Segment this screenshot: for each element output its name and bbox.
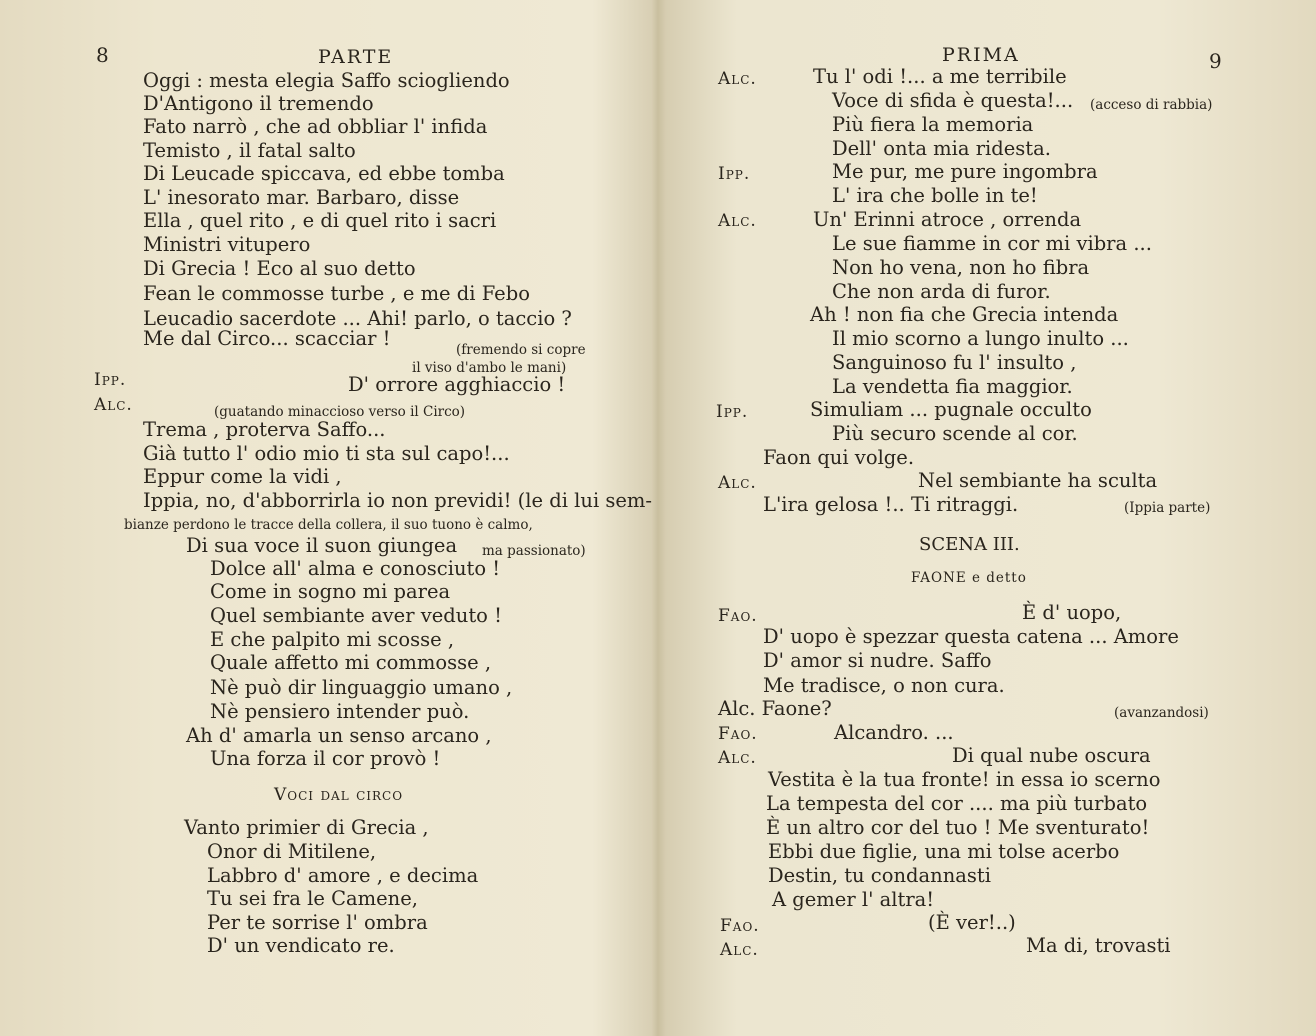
verse-line: Faon qui volge. (763, 446, 915, 469)
verse-line: Me pur, me pure ingombra (832, 160, 1098, 183)
verse-line: Me dal Circo... scacciar ! (143, 327, 391, 350)
scene-characters: FAONE e detto (911, 570, 1027, 586)
speaker-label: Fao. (720, 916, 760, 936)
stage-direction: (fremendo si copre (456, 342, 586, 358)
verse-line: Di Grecia ! Eco al suo detto (143, 257, 416, 280)
verse-line: È un altro cor del tuo ! Me sventurato! (766, 816, 1150, 839)
speaker-label: Alc. (94, 395, 133, 415)
verse-line: D'Antigono il tremendo (143, 92, 374, 115)
verse-line: Ma di, trovasti (1026, 934, 1171, 957)
stage-direction: (Ippia parte) (1124, 500, 1211, 516)
running-head: PARTE (318, 46, 394, 68)
verse-line: Nè può dir linguaggio umano , (210, 676, 513, 699)
verse-line: D' uopo è spezzar questa catena ... Amore (763, 625, 1179, 648)
speaker-label: Ipp. (94, 370, 127, 390)
speaker-label: Alc. (718, 748, 757, 768)
verse-line: La vendetta fia maggior. (832, 375, 1073, 398)
stage-direction: ma passionato) (482, 543, 586, 559)
verse-line: Un' Erinni atroce , orrenda (813, 208, 1082, 231)
verse-line: Per te sorrise l' ombra (207, 911, 428, 934)
verse-line: L' ira che bolle in te! (832, 184, 1038, 207)
verse-line: Sanguinoso fu l' insulto , (832, 351, 1077, 374)
verse-line: Temisto , il fatal salto (143, 139, 356, 162)
running-head: PRIMA (942, 44, 1020, 66)
verse-line: A gemer l' altra! (772, 888, 935, 911)
verse-line: Alcandro. ... (834, 721, 954, 744)
stage-direction: bianze perdono le tracce della collera, il suo tuono è calmo, (124, 517, 533, 533)
stage-direction: (avanzandosi) (1114, 705, 1209, 721)
stage-direction: il viso d'ambo le mani) (412, 360, 567, 376)
verse-line: Trema , proterva Saffo... (143, 418, 386, 441)
verse-line: Di qual nube oscura (952, 744, 1151, 767)
verse-line: Ippia, no, d'abborrirla io non previdi! (le di lui sem- (143, 489, 652, 512)
verse-line: Simuliam ... pugnale occulto (810, 398, 1092, 421)
verse-line: D' amor si nudre. Saffo (763, 649, 992, 672)
verse-line: Fean le commosse turbe , e me di Febo (143, 282, 530, 305)
verse-line: Leucadio sacerdote ... Ahi! parlo, o taccio ? (143, 307, 572, 330)
speaker-label: Fao. (718, 724, 758, 744)
verse-line: Più fiera la memoria (832, 113, 1034, 136)
verse-line: Oggi : mesta elegia Saffo sciogliendo (143, 69, 510, 92)
verse-line: Me tradisce, o non cura. (763, 674, 1005, 697)
verse-line: D' orrore agghiaccio ! (348, 373, 566, 396)
verse-line: Non ho vena, non ho fibra (832, 256, 1090, 279)
verse-line: (È ver!..) (928, 911, 1016, 934)
page-number: 9 (1209, 49, 1222, 73)
verse-line: Onor di Mitilene, (207, 840, 377, 863)
verse-line: Ministri vitupero (143, 233, 311, 256)
verse-line: Nè pensiero intender può. (210, 700, 470, 723)
verse-line: Le sue fiamme in cor mi vibra ... (832, 232, 1152, 255)
stage-direction: (guatando minaccioso verso il Circo) (214, 404, 466, 420)
verse-line: Vanto primier di Grecia , (184, 816, 429, 839)
verse-line: Alc. Faone? (718, 697, 832, 720)
chorus-heading: Voci dal circo (274, 785, 404, 805)
speaker-label: Alc. (718, 211, 757, 231)
verse-line: Quale affetto mi commosse , (210, 651, 492, 674)
verse-line: L'ira gelosa !.. Ti ritraggi. (763, 493, 1019, 516)
stage-direction: (acceso di rabbia) (1090, 97, 1213, 113)
speaker-label: Ipp. (716, 402, 749, 422)
verse-line: Nel sembiante ha sculta (918, 469, 1158, 492)
speaker-label: Alc. (718, 473, 757, 493)
left-page (0, 0, 655, 1036)
verse-line: È d' uopo, (1022, 601, 1122, 624)
verse-line: Destin, tu condannasti (768, 864, 991, 887)
speaker-label: Ipp. (718, 164, 751, 184)
verse-line: Labbro d' amore , e decima (207, 864, 479, 887)
verse-line: La tempesta del cor .... ma più turbato (766, 792, 1148, 815)
verse-line: Il mio scorno a lungo inulto ... (832, 327, 1129, 350)
verse-line: Ebbi due figlie, una mi tolse acerbo (768, 840, 1120, 863)
speaker-label: Fao. (718, 606, 758, 626)
verse-line: Ella , quel rito , e di quel rito i sacri (143, 209, 497, 232)
verse-line: Tu sei fra le Camene, (207, 887, 418, 910)
verse-line: Tu l' odi !... a me terribile (813, 65, 1067, 88)
verse-line: Più securo scende al cor. (832, 422, 1078, 445)
speaker-label: Alc. (718, 69, 757, 89)
verse-line: Di sua voce il suon giungea (186, 534, 458, 557)
verse-line: Che non arda di furor. (832, 280, 1051, 303)
page-number: 8 (96, 43, 109, 67)
right-page (658, 0, 1316, 1036)
verse-line: Una forza il cor provò ! (210, 747, 441, 770)
verse-line: E che palpito mi scosse , (210, 628, 455, 651)
verse-line: Dolce all' alma e conosciuto ! (210, 557, 501, 580)
verse-line: Come in sogno mi parea (210, 580, 451, 603)
verse-line: Vestita è la tua fronte! in essa io scerno (768, 768, 1161, 791)
verse-line: Ah d' amarla un senso arcano , (186, 724, 492, 747)
verse-line: Di Leucade spiccava, ed ebbe tomba (143, 162, 505, 185)
verse-line: L' inesorato mar. Barbaro, disse (143, 186, 460, 209)
verse-line: Voce di sfida è questa!... (832, 89, 1074, 112)
verse-line: Eppur come la vidi , (143, 465, 342, 488)
verse-line: Quel sembiante aver veduto ! (210, 604, 502, 627)
speaker-label: Alc. (720, 940, 759, 960)
verse-line: D' un vendicato re. (207, 934, 395, 957)
scene-heading: SCENA III. (919, 534, 1020, 555)
verse-line: Dell' onta mia ridesta. (832, 137, 1051, 160)
verse-line: Ah ! non fia che Grecia intenda (810, 303, 1119, 326)
verse-line: Già tutto l' odio mio ti sta sul capo!... (143, 442, 510, 465)
verse-line: Fato narrò , che ad obbliar l' infida (143, 115, 488, 138)
